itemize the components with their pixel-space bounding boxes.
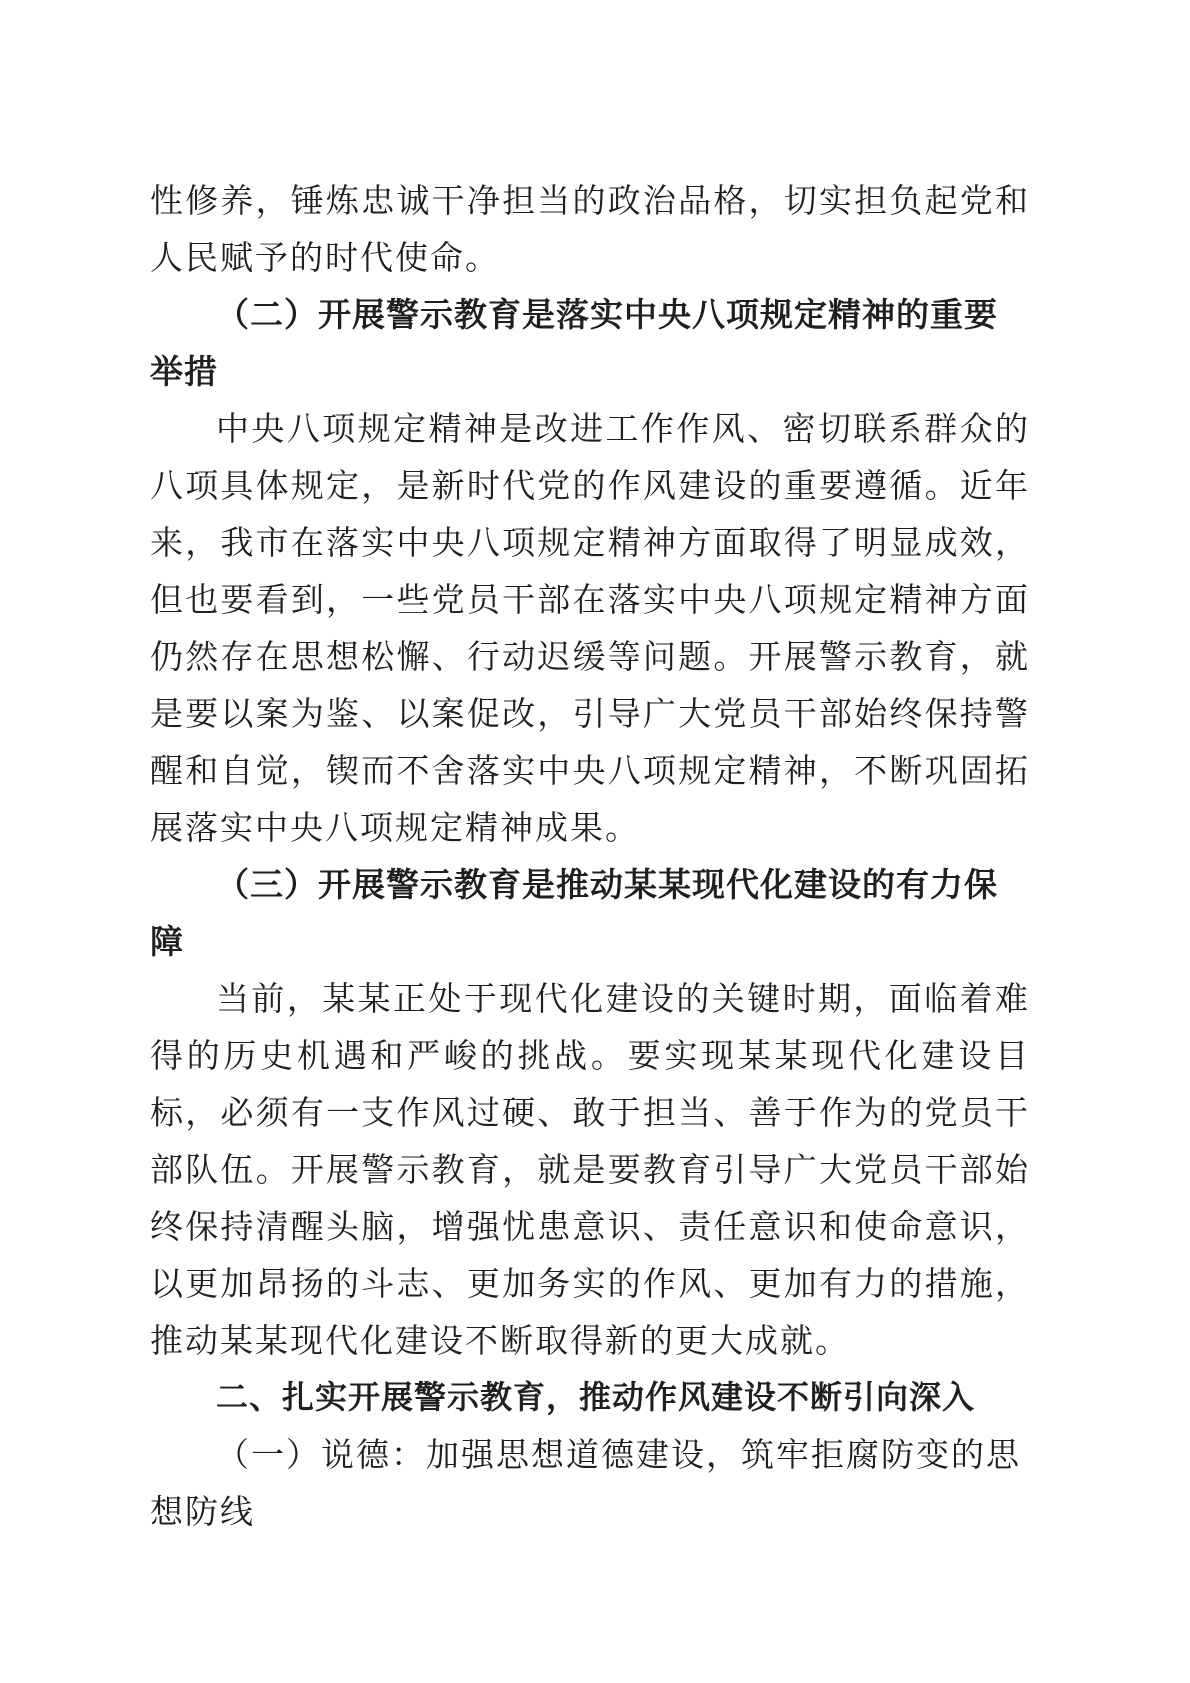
paragraph-modernization: 当前，某某正处于现代化建设的关键时期，面临着难得的历史机遇和严峻的挑战。要实现某某现代化建设目标，必须有一支作风过硬、敢于担当、善于作为的党员干部队伍。开展警示教育，就是要教育引导广大党员干部始终保持清醒头脑，增强忧患意识、责任意识和使命意识，以更加昂扬的斗志、更加务实的作风、更加有力的措施，推动某某现代化建设不断取得新的更大成就。 bbox=[150, 979, 1030, 1360]
document-body bbox=[150, 172, 1030, 1540]
subheading-one-morality: （一）说德：加强思想道德建设，筑牢拒腐防变的思想防线 bbox=[150, 1435, 1021, 1531]
subheading-three: （三）开展警示教育是推动某某现代化建设的有力保障 bbox=[150, 865, 998, 961]
paragraph-continuation: 性修养，锤炼忠诚干净担当的政治品格，切实担负起党和人民赋予的时代使命。 bbox=[150, 181, 1030, 277]
paragraph-eight-rules: 中央八项规定精神是改进工作作风、密切联系群众的八项具体规定，是新时代党的作风建设的重要遵循。近年来，我市在落实中央八项规定精神方面取得了明显成效，但也要看到，一些党员干部在落实中央八项规定精神方面仍然存在思想松懈、行动迟缓等问题。开展警示教育，就是要以案为鉴、以案促改，引导广大党员干部始终保持警醒和自觉，锲而不舍落实中央八项规定精神，不断巩固拓展落实中央八项规定精神成果。 bbox=[150, 409, 1030, 847]
section-heading-two: 二、扎实开展警示教育，推动作风建设不断引向深入 bbox=[216, 1378, 976, 1416]
subheading-two: （二）开展警示教育是落实中央八项规定精神的重要举措 bbox=[150, 295, 998, 391]
